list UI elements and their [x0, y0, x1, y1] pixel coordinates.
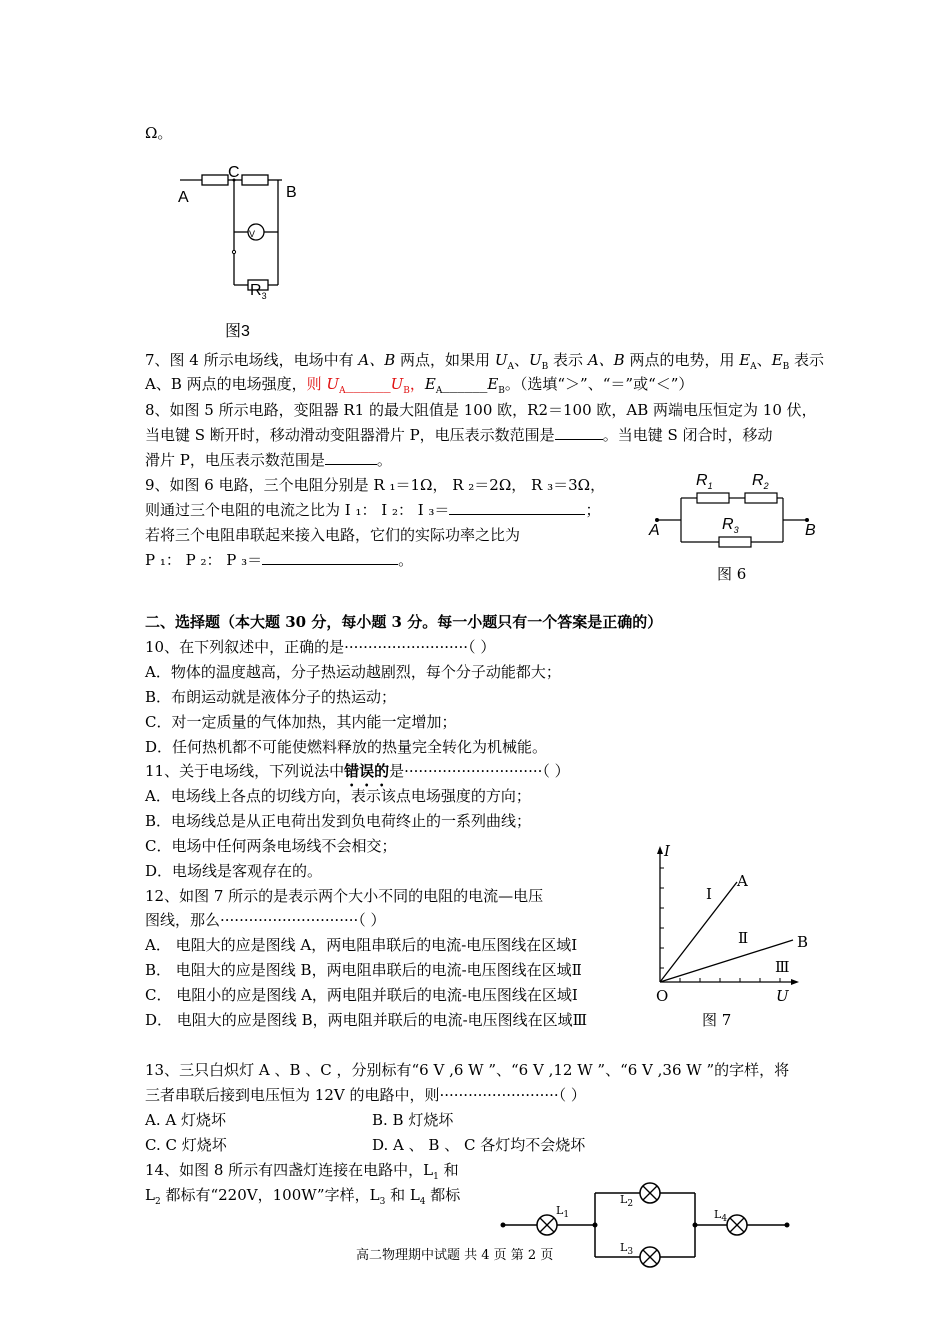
q10-option-d: D．任何热机都不可能使燃料释放的热量完全转化为机械能。 [145, 738, 548, 756]
fig8-label-l2: $L_2$ [620, 1193, 634, 1210]
page-footer: 高二物理期中试题 共 4 页 第 2 页 [356, 1248, 554, 1263]
fig6-label-b: B [805, 522, 816, 539]
line-b [660, 940, 793, 982]
fig7-caption: 图 7 [702, 1011, 732, 1029]
fig7-label-a: A [737, 872, 748, 890]
q13-option-a: A. A 灯烧坏 [145, 1111, 226, 1129]
q9-line3: 若将三个电阻串联起来接入电路，它们的实际功率之比为 [145, 526, 521, 544]
q7-line2: A、B 两点的电场强度，则 $U_A\_\_\_\_\_\_U_B$，$E_A\_\_\_\_\_\_E_B$。（选填“＞”、“＝”或“＜”） [145, 375, 694, 396]
q10-option-a: A．物体的温度越高，分子热运动越剧烈，每个分子动能都大； [145, 663, 561, 681]
q13-line1: 13、三只白炽灯 A 、B 、C ，分别标有“6 V ,6 W ”、“6 V ,12 W ”、“6 V ,36 W ”的字样，将 [145, 1061, 790, 1079]
q12-option-b: B． 电阻大的应是图线 B，两电阻串联后的电流-电压图线在区域Ⅱ [145, 961, 582, 979]
q11-stem: 11、关于电场线，下列说法中错误的是·····························（ ） [145, 762, 570, 780]
fig7-region-2: Ⅱ [738, 929, 749, 947]
q12-option-d: D． 电阻大的应是图线 B，两电阻并联后的电流-电压图线在区域Ⅲ [145, 1011, 588, 1029]
q9-line4: P ₁： P ₂： P ₃＝ 。 [145, 551, 414, 569]
top-line: Ω。 [145, 124, 173, 142]
resistor-1 [202, 175, 228, 185]
q11-option-b: B．电场线总是从正电荷出发到负电荷终止的一系列曲线； [145, 812, 532, 830]
fig7-label-u: U [776, 987, 789, 1005]
fig7-label-b: B [797, 933, 809, 951]
fig3-caption: 图3 [225, 323, 250, 340]
fig3-label-a: A [178, 189, 189, 206]
q13-option-c: C. C 灯烧坏 [145, 1136, 227, 1154]
resistor-r2 [745, 493, 777, 503]
line-a [660, 882, 737, 982]
q12-option-c: C． 电阻小的应是图线 A，两电阻并联后的电流-电压图线在区域Ⅰ [145, 986, 578, 1004]
fig7-region-1: Ⅰ [706, 885, 712, 903]
q10-option-b: B．布朗运动就是液体分子的热运动； [145, 688, 397, 706]
q12-option-a: A． 电阻大的应是图线 A，两电阻串联后的电流-电压图线在区域Ⅰ [145, 936, 578, 954]
q12-line2: 图线，那么·····························（ ） [145, 911, 386, 929]
q12-line1: 12、如图 7 所示的是表示两个大小不同的电阻的电流—电压 [145, 887, 544, 905]
q14-line1: 14、如图 8 所示有四盏灯连接在电路中，$L_1$ 和 [145, 1161, 459, 1182]
q8-line2: 当电键 S 断开时，移动滑动变阻器滑片 P，电压表示数范围是 。当电键 S 闭合时，移动 [145, 426, 773, 444]
q11-option-d: D．电场线是客观存在的。 [145, 862, 323, 880]
fig8-label-l4: $L_4$ [714, 1208, 728, 1225]
fig3-label-c: C [228, 164, 240, 181]
q7-line1: 7、图 4 所示电场线，电场中有 A、B 两点，如果用 $U_A$、$U_B$ 表示 A、B 两点的电势，用 $E_A$、$E_B$ 表示 [145, 351, 825, 372]
fig6-label-r2: $R_2$ [752, 472, 769, 492]
q9-line2: 则通过三个电阻的电流之比为 I ₁： I ₂： I ₃＝ ； [145, 501, 601, 519]
q8-line3: 滑片 P，电压表示数范围是 。 [145, 451, 392, 469]
figure-3 [170, 160, 310, 310]
fig3-label-b: B [286, 184, 297, 201]
q13-option-b: B. B 灯烧坏 [372, 1111, 454, 1129]
q8-line1: 8、如图 5 所示电路，变阻器 R1 的最大阻值是 100 欧，R2＝100 欧，AB 两端电压恒定为 10 伏， [145, 401, 817, 419]
resistor-2 [242, 175, 268, 185]
resistor-r1 [697, 493, 729, 503]
section2-title: 二、选择题（本大题 30 分，每小题 3 分。每一小题只有一个答案是正确的） [145, 613, 663, 631]
fig7-label-o: O [656, 987, 669, 1005]
fig6-label-r1: $R_1$ [696, 472, 713, 492]
q11-option-a: A．电场线上各点的切线方向，表示该点电场强度的方向； [145, 787, 531, 805]
fig3-label-v: V [249, 229, 256, 239]
fig6-caption: 图 6 [717, 565, 747, 583]
fig8-label-l1: $L_1$ [556, 1204, 570, 1221]
resistor-r3 [719, 537, 751, 547]
q13-option-d: D. A 、 B 、 C 各灯均不会烧坏 [372, 1136, 586, 1154]
q14-line2: $L_2$ 都标有“220V，100W”字样，$L_3$ 和 $L_4$ 都标 [145, 1186, 461, 1207]
q9-line1: 9、如图 6 电路，三个电阻分别是 R ₁＝1Ω， R ₂＝2Ω， R ₃＝3Ω， [145, 476, 606, 494]
q13-line2: 三者串联后接到电压恒为 12V 的电路中，则·························（ ） [145, 1086, 586, 1104]
fig7-region-3: Ⅲ [775, 958, 790, 976]
fig6-label-r3: $R_3$ [722, 516, 739, 536]
fig7-label-i: I [664, 842, 670, 860]
q10-option-c: C．对一定质量的气体加热，其内能一定增加； [145, 713, 457, 731]
q11-option-c: C．电场中任何两条电场线不会相交； [145, 837, 397, 855]
fig3-label-r3: $R_3$ [250, 282, 267, 302]
q10-stem: 10、在下列叙述中，正确的是··························（ ） [145, 638, 496, 656]
fig6-label-a: A [649, 522, 660, 539]
fig8-label-l3: $L_3$ [620, 1241, 634, 1258]
